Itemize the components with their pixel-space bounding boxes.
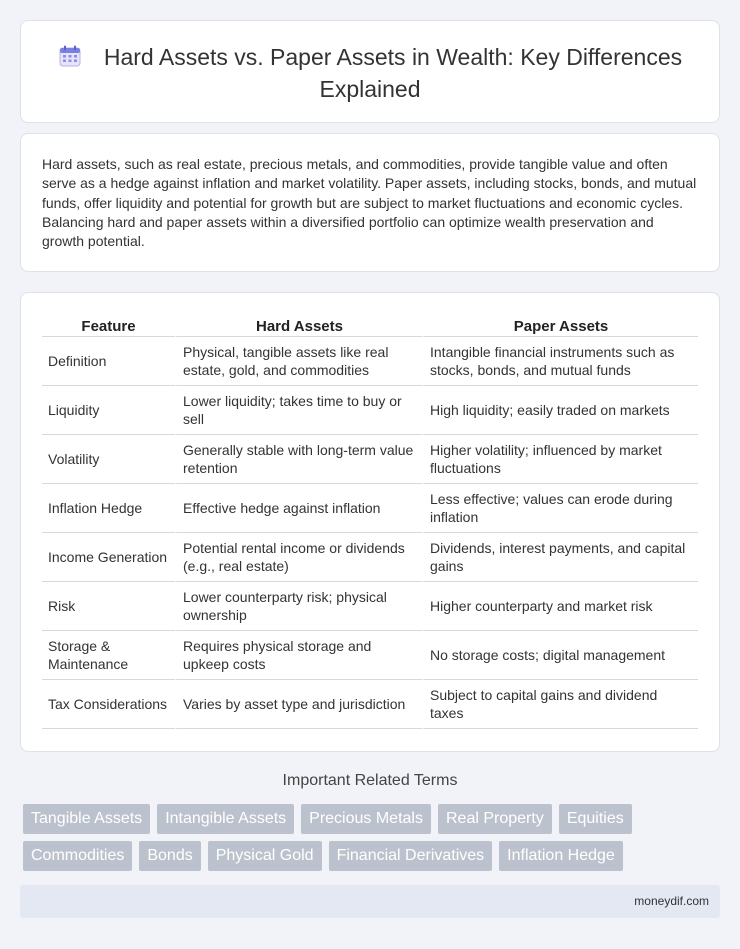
tag-bonds[interactable]: Bonds bbox=[139, 841, 200, 871]
calendar-icon bbox=[58, 44, 82, 75]
tag-row-2 bbox=[23, 841, 723, 871]
tag-intangible-assets[interactable]: Intangible Assets bbox=[157, 804, 294, 834]
paper-asset-cell: Dividends, interest payments, and capital gains bbox=[422, 533, 698, 582]
feature-cell: Storage & Maintenance bbox=[42, 631, 175, 680]
paper-asset-cell: No storage costs; digital management bbox=[422, 631, 698, 680]
tag-physical-gold[interactable]: Physical Gold bbox=[208, 841, 322, 871]
feature-cell: Inflation Hedge bbox=[42, 484, 175, 533]
paper-asset-cell: High liquidity; easily traded on markets bbox=[422, 386, 698, 435]
tag-real-property[interactable]: Real Property bbox=[438, 804, 552, 834]
table-row bbox=[42, 435, 698, 484]
feature-cell: Income Generation bbox=[42, 533, 175, 582]
paper-asset-cell: Less effective; values can erode during inflation bbox=[422, 484, 698, 533]
hard-asset-cell: Varies by asset type and jurisdiction bbox=[175, 680, 422, 729]
tag-row-1 bbox=[23, 804, 723, 834]
title-line-2: Explained bbox=[319, 76, 421, 102]
tag-equities[interactable]: Equities bbox=[559, 804, 632, 834]
title-card bbox=[20, 20, 720, 123]
tag-inflation-hedge[interactable]: Inflation Hedge bbox=[499, 841, 623, 871]
paper-asset-cell: Intangible financial instruments such as stocks, bonds, and mutual funds bbox=[422, 337, 698, 386]
comparison-table bbox=[42, 317, 698, 729]
table-row bbox=[42, 533, 698, 582]
feature-cell: Risk bbox=[42, 582, 175, 631]
tag-financial-derivatives[interactable]: Financial Derivatives bbox=[329, 841, 493, 871]
tag-tangible-assets[interactable]: Tangible Assets bbox=[23, 804, 150, 834]
table-row bbox=[42, 337, 698, 386]
feature-cell: Liquidity bbox=[42, 386, 175, 435]
header-hard-assets: Hard Assets bbox=[175, 317, 422, 337]
hard-asset-cell: Effective hedge against inflation bbox=[175, 484, 422, 533]
title-line-1: Hard Assets vs. Paper Assets in Wealth: Key Differences bbox=[103, 44, 683, 70]
table-row bbox=[42, 386, 698, 435]
page-title bbox=[21, 43, 719, 104]
feature-cell: Volatility bbox=[42, 435, 175, 484]
hard-asset-cell: Physical, tangible assets like real estate, gold, and commodities bbox=[175, 337, 422, 386]
related-terms-title: Important Related Terms bbox=[282, 772, 458, 789]
header-feature: Feature bbox=[42, 317, 175, 337]
table-row bbox=[42, 680, 698, 729]
tag-precious-metals[interactable]: Precious Metals bbox=[301, 804, 431, 834]
intro-card bbox=[20, 133, 720, 272]
paper-asset-cell: Subject to capital gains and dividend taxes bbox=[422, 680, 698, 729]
hard-asset-cell: Requires physical storage and upkeep costs bbox=[175, 631, 422, 680]
table-row bbox=[42, 582, 698, 631]
header-paper-assets: Paper Assets bbox=[422, 317, 698, 337]
paper-asset-cell: Higher volatility; influenced by market fluctuations bbox=[422, 435, 698, 484]
paper-asset-cell: Higher counterparty and market risk bbox=[422, 582, 698, 631]
comparison-card bbox=[20, 292, 720, 752]
tag-commodities[interactable]: Commodities bbox=[23, 841, 132, 871]
feature-cell: Tax Considerations bbox=[42, 680, 175, 729]
table-row bbox=[42, 484, 698, 533]
hard-asset-cell: Lower counterparty risk; physical ownership bbox=[175, 582, 422, 631]
related-terms-tags bbox=[23, 804, 723, 878]
table-row bbox=[42, 631, 698, 680]
footer-site[interactable]: moneydif.com bbox=[634, 894, 709, 908]
hard-asset-cell: Lower liquidity; takes time to buy or sell bbox=[175, 386, 422, 435]
feature-cell: Definition bbox=[42, 337, 175, 386]
footer bbox=[20, 885, 720, 918]
table-header-row bbox=[42, 317, 698, 337]
hard-asset-cell: Generally stable with long-term value retention bbox=[175, 435, 422, 484]
intro-paragraph: Hard assets, such as real estate, precious metals, and commodities, provide tangible value and often serve as a hedge against inflation and market volatility. Paper assets, including stocks, bonds, and mutual funds, offer liquidity and potential for growth but are subject to market fluctuations and economic cycles. Balancing hard and paper assets within a diversified portfolio can optimize wealth preservation and growth potential. bbox=[42, 156, 697, 250]
hard-asset-cell: Potential rental income or dividends (e.g., real estate) bbox=[175, 533, 422, 582]
